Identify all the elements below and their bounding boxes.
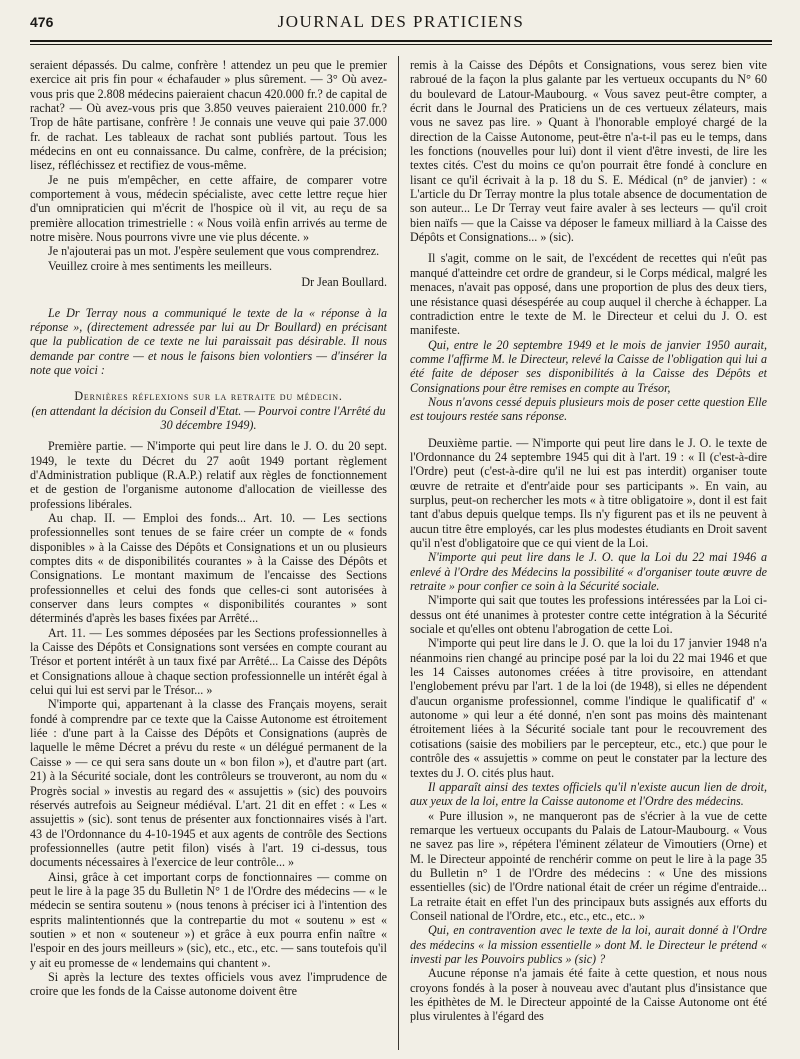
paragraph: « Pure illusion », ne manqueront pas de s'écrier à la vue de cette remarque les vertueux occupants du Palais de Latour-Maubourg. « Vous ne savez pas lire », répétera l'éminent zélateur de Vimoutiers (Orne) et M. le Directeur appointé de renchérir comme on peut le lire à la page 35 du Bulletin n° 1 de l'Ordre des médecins : « Une des missions essentielles (sic) de l'Ordre national était de créer un régime d'entraide... La retraite était en effet l'un des principaux buts assignés aux efforts du Conseil national de l'Ordre, etc., etc., etc., etc.. » bbox=[410, 808, 767, 923]
paragraph: Je ne puis m'empêcher, en cette affaire, de comparer votre comportement à vous, médecin spécialiste, avec cette lettre reçue hier d'un omnipraticien qui m'écrit de l'hospice où il vit, au reçu de sa première allocation trimestrielle : « Nous voilà enfin arrivés au terme de notre misère. Nous pourrons vivre une vie plus décente. » bbox=[30, 172, 387, 245]
paragraph: Veuillez croire à mes sentiments les meilleurs. bbox=[48, 258, 272, 273]
spacer bbox=[30, 377, 387, 389]
left-column bbox=[30, 58, 387, 1050]
page-number: 476 bbox=[30, 14, 54, 30]
page-header bbox=[30, 12, 772, 38]
spacer bbox=[30, 432, 387, 439]
paragraph: Au chap. II. — Emploi des fonds... Art. 10. — Les sections professionnelles sont tenues de se faire créer un compte de « fonds disponibles » à la Caisse des Dépôts et Consignations et un ou plusieurs comptes dits « de disponibilités courantes » à la Caisse des Dépôts et Consignations. Le montant maximum de l'encaisse des Sections professionnelles et celui des fonds que celles-ci sont autorisées à conserver dans leurs comptes « disponibilités courantes » sont déterminés d'après les bases fixées par Arrêté... bbox=[30, 510, 387, 626]
paragraph-italic: Qui, entre le 20 septembre 1949 et le mois de janvier 1950 aurait, comme l'affirme M. le Directeur, relevé la Caisse de l'obligation qui lui a été faite de déposer ses disponibilités à la Caisse des Dépôts et Consignations pour être remises en compte au Trésor, bbox=[410, 337, 767, 395]
article-subtitle: (en attendant la décision du Conseil d'Etat. — Pourvoi contre l'Arrêté du 30 décembre 1949). bbox=[31, 403, 386, 432]
paragraph-italic: N'importe qui peut lire dans le J. O. que la Loi du 22 mai 1946 a enlevé à l'Ordre des Médecins la possibilité « d'organiser toute œuvre de retraite » pour confier ce soin à la Sécurité sociale. bbox=[410, 550, 767, 594]
paragraph: Art. 11. — Les sommes déposées par les Sections professionnelles à la Caisse des Dépôts et Consignations sont versées en compte courant au Trésor et portent intérêt à un taux fixé par Arrêté... La Caisse des Dépôts et Consignations alloue à chaque section professionnelle un intérêt égal à celui qui lui est servi par le Trésor... » bbox=[30, 625, 387, 698]
article-title: Dernières réflexions sur la retraite du médecin. bbox=[74, 389, 343, 404]
paragraph: N'importe qui, appartenant à la classe des Français moyens, serait fondé à comprendre par ce texte que la Caisse Autonome est étroitement liée : d'une part à la Caisse des Dépôts et Consignations (auprès de laquelle le même Décret a prévu du reste « un délégué permanent de la Caisse » — ce qui sera sans doute un « bon filon »), et d'autre part (art. 21) à la Sécurité sociale, dont les contrôleurs se trouveront, au nom du « Progrès social » investis au regard des « assujettis » (sic) des pouvoirs réservés autrefois au Seigneur médiéval. L'art. 21 dit en effet : « Les « assujettis » (sic). sont tenus de présenter aux fonctionnaires visés à l'art. 43 de l'Ordonnance du 4-10-1945 et aux agents de contrôle des Sections professionnelles (autre petit filon) visés à l'art. 19 ci-dessus, tous documents nécessaires à l'exercice de leur contrôle... » bbox=[30, 697, 387, 870]
paragraph: Aucune réponse n'a jamais été faite à cette question, et nous nous croyons fondés à la poser à nouveau avec d'autant plus d'insistance que les épithètes de M. le Directeur appointé de la Caisse Autonome ont été plus virulentes à l'égard des bbox=[410, 966, 767, 1024]
paragraph: N'importe qui peut lire dans le J. O. que la loi du 17 janvier 1948 n'a néanmoins rien changé au principe posé par la loi du 22 mai 1946 et que les 14 Caisses autonomes créées à titre provisoire, en attendant l'englobement prévu par l'art. 1 de la loi (de 1948), si elles ne dépendent d'aucun organisme professionnel, comme l'indique le qualificatif d' « autonome » qui leur a été donné, n'en sont pas moins dès maintenant étroitement liées à la Sécurité sociale tant pour le recouvrement des cotisations (saisie des mobiliers par le percepteur, etc., etc.) que pour le contrôle des « assujettis » comme on peut le constater par la lecture des textes du J. O. cités plus haut. bbox=[410, 636, 767, 780]
editor-note: Le Dr Terray nous a communiqué le texte de la « réponse à la réponse », (directement adressée par lui au Dr Boullard) en précisant que la publication de ce texte ne lui paraissait pas désirable. Il nous demande par contre — et nous le faisons bien volontiers — d'insérer la note que voici : bbox=[30, 305, 387, 377]
paragraph-italic: Qui, en contravention avec le texte de la loi, aurait donné à l'Ordre des médecins « la mission essentielle » dont M. le Directeur le prétend « investi par les Pouvoirs publics » (sic) ? bbox=[410, 923, 767, 966]
paragraph-italic: Il apparaît ainsi des textes officiels qu'il n'existe aucun lien de droit, aux yeux de la loi, entre la Caisse autonome et l'Ordre des médecins. bbox=[410, 779, 767, 809]
paragraph: Deuxième partie. — N'importe qui peut lire dans le J. O. le texte de l'Ordonnance du 24 septembre 1945 qui dit à l'art. 19 : « Il (c'est-à-dire l'Ordre) peut (c'est-à-dire qu'il ne lui est pas interdit) organiser toute œuvre de retraite et d'entr'aide pour ses participants ». En vain, au surplus, peut-on rechercher les mots « à titre obligatoire », dont il est fait tant d'abus depuis quelque temps. Ils n'y figurent pas et ils ne peuvent à aucun titre être employés, car les plus modestes étudiants en Droit savent qu'il n'est d'obligatoire que ce qui vient de la Loi. bbox=[410, 435, 767, 550]
journal-title: JOURNAL DES PRATICIENS bbox=[277, 12, 525, 31]
paragraph-italic: Nous n'avons cessé depuis plusieurs mois de poser cette question Elle est toujours restée sans réponse. bbox=[410, 394, 767, 424]
paragraph: N'importe qui sait que toutes les professions intéressées par la Loi ci-dessus ont été unanimes à protester contre cette intégration à la Sécurité sociale et qu'elles ont obtenu l'abrogation de cette Loi. bbox=[410, 593, 767, 637]
paragraph: Il s'agit, comme on le sait, de l'excédent de recettes qui n'eût pas manqué d'atteindre cet ordre de grandeur, si le Corps médical, malgré les menaces, n'avait pas opposé, dans une proportion de plus des deux tiers, une résistance quasi désespérée au coup auquel il cherche à échapper. La contradiction entre le texte de M. le Directeur et celui du J. O. est manifeste. bbox=[410, 251, 767, 338]
paragraph-continued: seraient dépassés. Du calme, confrère ! attendez un peu que le premier exercice ait pris fin pour « échafauder » plus sûrement. — 3° Où avez-vous pris que 2.808 médecins paieraient chacun 420.000 fr.? de capital de rachat? — Où avez-vous pris que 3.850 veuves paieraient 210.000 fr.? Trop de hâte partisane, confrère ! Je connais une veuve qui paie 37.000 fr. de rachat. Les tableaux de rachat sont publiés partout. Tous les médecins en ont eu connaissance. Du calme, confrère, de la précision; lisez, réfléchissez et rectifiez de vous-même. bbox=[30, 58, 387, 173]
paragraph: Première partie. — N'importe qui peut lire dans le J. O. du 20 sept. 1949, le texte du Décret du 27 août 1949 portant règlement d'Administration publique (R.A.P.) relatif aux règles de fonctionnement et de gestion de l'organisme autonome d'allocation de vieillesse des professions libérales. bbox=[30, 439, 387, 511]
signature: Dr Jean Boullard. bbox=[301, 275, 387, 290]
header-rule bbox=[30, 40, 772, 42]
column-divider bbox=[398, 56, 399, 1050]
spacer bbox=[410, 244, 767, 251]
right-column bbox=[410, 58, 767, 1050]
paragraph-continued: remis à la Caisse des Dépôts et Consignations, vous serez bien vite rabroué de la façon la plus galante par les vertueux occupants du N° 60 du boulevard de Latour-Maubourg. « Vous savez peut-être compter, a écrit dans le Journal des Praticiens un de ces vertueux zélateurs, mais vous ne savez pas lire. » Quant à l'honorable employé chargé de la direction de la Caisse Autonome, peut-être n'a-t-il pas eu le temps, dans les fonctions (nouvelles pour lui) dont il vient d'être investi, de lire les textes cités. C'est du moins ce qu'on pourrait être fondé à conclure en lisant ce qu'il écrivait à la p. 18 du S. E. Médical (n° de janvier) : « L'article du Dr Terray montre la plus totale absence de documentation de son auteur... Le Dr Terray veut faire avaler à ses lecteurs — qu'il croit bien naïfs — que la Caisse va déposer le fameux milliard à la Caisse des Dépôts et Consignations... » (sic). bbox=[410, 58, 767, 245]
spacer bbox=[30, 290, 387, 306]
paragraph: Ainsi, grâce à cet important corps de fonctionnaires — comme on peut le lire à la page 35 du Bulletin N° 1 de l'Ordre des médecins — « le médecin se sentira soutenu » (nous tenons à préciser ici à l'intention des esprits malintentionnés que la contrepartie du mot « soutenu » est « soutien » et non « souteneur ») et grâce à eux pourra enfin naître « l'espoir en des jours meilleurs » (sic), etc., etc., etc. — sans toutefois qu'il y ait eu promesse de « lendemains qui chantent ». bbox=[30, 869, 387, 970]
spacer bbox=[410, 424, 767, 436]
header-rule-thin bbox=[30, 44, 772, 45]
paragraph: Je n'ajouterai pas un mot. J'espère seulement que vous comprendrez. bbox=[48, 244, 380, 259]
paragraph: Si après la lecture des textes officiels vous avez l'imprudence de croire que les fonds de la Caisse autonome doivent être bbox=[30, 969, 387, 999]
